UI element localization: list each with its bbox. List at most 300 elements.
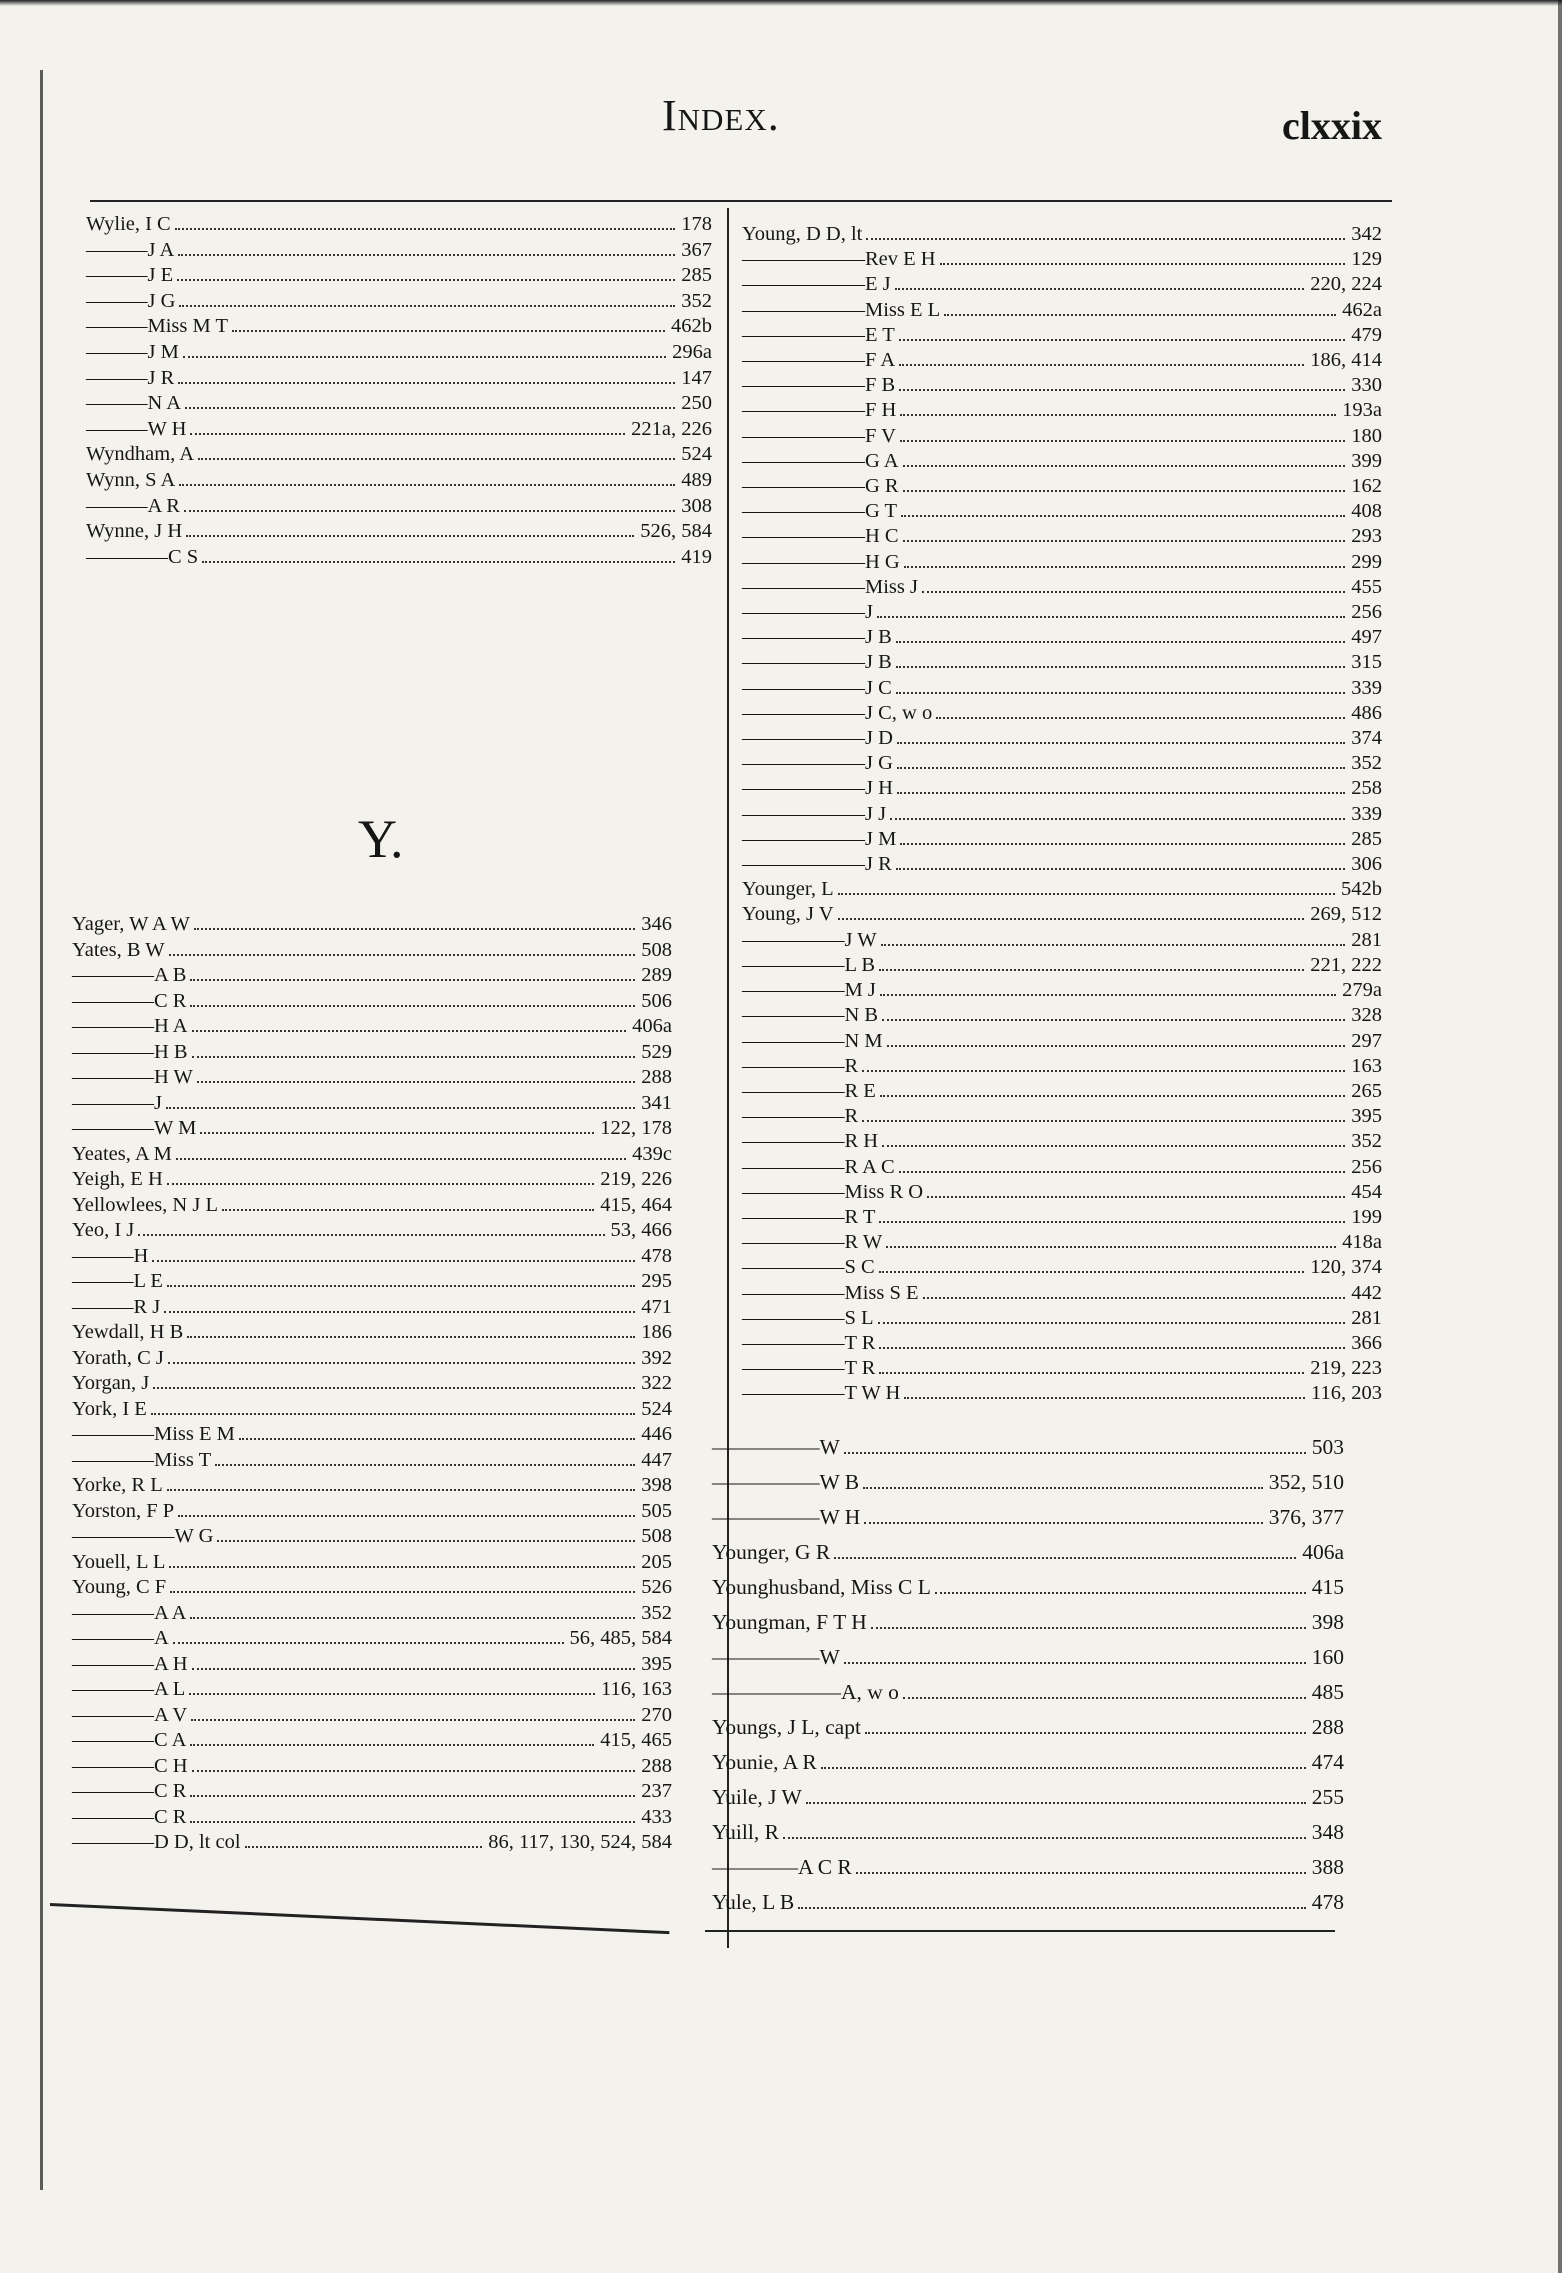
dot-leader xyxy=(871,1627,1306,1629)
entry-pages: 439c xyxy=(632,1142,672,1165)
entry-name: Younger, L xyxy=(742,878,834,901)
entry-name: ——————F A xyxy=(742,349,896,372)
dot-leader xyxy=(245,1846,483,1848)
entry-name: Youngman, F T H xyxy=(712,1610,867,1634)
entry-name: ———A R xyxy=(86,494,180,517)
dot-leader xyxy=(232,330,665,332)
dot-leader xyxy=(895,288,1305,290)
entry-name: —————R xyxy=(742,1054,859,1077)
entry-pages: 237 xyxy=(641,1780,672,1802)
index-entry xyxy=(742,474,1382,499)
index-entry xyxy=(72,1728,672,1754)
entry-name: —————R A C xyxy=(742,1155,895,1178)
entry-pages: 415, 464 xyxy=(600,1193,672,1216)
entry-name: —————W xyxy=(712,1645,840,1669)
entry-name: ——————Rev E H xyxy=(742,248,936,271)
dot-leader xyxy=(169,954,636,956)
header-page-number: clxxix xyxy=(1282,103,1382,148)
dot-leader xyxy=(167,1183,595,1185)
index-entry xyxy=(742,575,1382,600)
entry-pages: 366 xyxy=(1351,1331,1382,1354)
index-entry xyxy=(72,1091,672,1117)
dot-leader xyxy=(176,1158,626,1160)
dot-leader xyxy=(186,535,634,537)
entry-pages: 399 xyxy=(1351,449,1382,472)
dot-leader xyxy=(877,616,1345,618)
entry-name: —————M J xyxy=(742,979,876,1002)
index-entry xyxy=(742,1129,1382,1154)
index-entry xyxy=(86,494,712,520)
dot-leader xyxy=(899,339,1345,341)
dot-leader xyxy=(838,893,1335,895)
dot-leader xyxy=(192,1770,636,1772)
dot-leader xyxy=(190,433,625,435)
entry-pages: 485 xyxy=(1311,1680,1344,1704)
dot-leader xyxy=(191,1719,635,1721)
dot-leader xyxy=(202,561,675,563)
page-edge-right xyxy=(1558,0,1562,2273)
entry-pages: 506 xyxy=(641,989,672,1012)
dot-leader xyxy=(900,414,1336,416)
entry-name: ————H A xyxy=(72,1015,188,1037)
dot-leader xyxy=(178,254,675,256)
dot-leader xyxy=(844,1452,1306,1454)
index-entry xyxy=(712,1465,1344,1500)
index-entry xyxy=(742,1003,1382,1028)
index-list-y-right xyxy=(712,1430,1344,1920)
entry-name: ————W M xyxy=(72,1117,197,1139)
dot-leader xyxy=(190,1744,594,1746)
dot-leader xyxy=(903,540,1346,542)
entry-pages: 341 xyxy=(641,1091,672,1114)
entry-name: —————S C xyxy=(742,1256,875,1279)
dot-leader xyxy=(899,1171,1346,1173)
entry-pages: 346 xyxy=(641,913,672,935)
index-entry xyxy=(72,1065,672,1091)
entry-name: ————A C R xyxy=(712,1855,852,1879)
entry-name: Youngs, J L, capt xyxy=(712,1715,861,1739)
index-entry xyxy=(72,1422,672,1448)
dot-leader xyxy=(192,1030,627,1032)
dot-leader xyxy=(890,818,1345,820)
index-entry xyxy=(742,247,1382,272)
entry-name: —————S L xyxy=(742,1306,874,1329)
entry-pages: 160 xyxy=(1311,1645,1344,1669)
entry-pages: 297 xyxy=(1351,1029,1382,1052)
index-entry xyxy=(742,877,1382,902)
index-entry xyxy=(742,1331,1382,1356)
entry-pages: 53, 466 xyxy=(610,1219,672,1241)
entry-pages: 281 xyxy=(1351,928,1382,951)
index-entry xyxy=(72,1244,672,1270)
entry-pages: 306 xyxy=(1351,853,1382,876)
entry-name: ——————G T xyxy=(742,500,898,523)
index-entry xyxy=(72,1167,672,1193)
index-entry xyxy=(742,222,1382,247)
entry-pages: 219, 226 xyxy=(600,1168,672,1190)
dot-leader xyxy=(192,1668,636,1670)
entry-pages: 199 xyxy=(1351,1205,1382,1228)
entry-pages: 288 xyxy=(641,1754,672,1777)
entry-pages: 415, 465 xyxy=(600,1729,672,1751)
entry-pages: 474 xyxy=(1311,1750,1344,1774)
entry-name: ———J E xyxy=(86,264,174,287)
index-entry xyxy=(742,650,1382,675)
dot-leader xyxy=(178,382,675,384)
index-entry xyxy=(72,1014,672,1040)
dot-leader xyxy=(170,1591,635,1593)
entry-pages: 486 xyxy=(1351,701,1382,724)
dot-leader xyxy=(896,641,1345,643)
entry-pages: 497 xyxy=(1351,626,1382,649)
index-entry xyxy=(72,1371,672,1397)
entry-pages: 447 xyxy=(641,1448,672,1471)
dot-leader xyxy=(882,1145,1345,1147)
entry-pages: 408 xyxy=(1351,500,1382,523)
dot-leader xyxy=(190,1795,635,1797)
dot-leader xyxy=(806,1802,1306,1804)
index-entry xyxy=(86,391,712,417)
dot-leader xyxy=(190,1617,635,1619)
dot-leader xyxy=(856,1872,1306,1874)
entry-pages: 455 xyxy=(1351,575,1382,598)
entry-pages: 285 xyxy=(681,264,712,287)
entry-name: Young, C F xyxy=(72,1576,167,1598)
index-entry xyxy=(86,212,712,238)
entry-pages: 352 xyxy=(1351,1130,1382,1153)
index-list-young xyxy=(742,222,1382,1407)
entry-name: ————A V xyxy=(72,1703,188,1726)
dot-leader xyxy=(900,440,1345,442)
entry-name: ———N A xyxy=(86,392,182,415)
entry-pages: 471 xyxy=(641,1295,672,1318)
entry-name: Wynn, S A xyxy=(86,468,176,491)
dot-leader xyxy=(239,1438,635,1440)
entry-pages: 446 xyxy=(641,1423,672,1445)
entry-name: ————H B xyxy=(72,1040,188,1063)
entry-name: ——————A, w o xyxy=(712,1680,899,1704)
dot-leader xyxy=(887,1045,1346,1047)
dot-leader xyxy=(879,969,1304,971)
dot-leader xyxy=(922,591,1345,593)
entry-pages: 339 xyxy=(1351,676,1382,699)
entry-pages: 454 xyxy=(1351,1180,1382,1203)
dot-leader xyxy=(882,1019,1345,1021)
dot-leader xyxy=(167,1489,636,1491)
index-entry xyxy=(72,1295,672,1321)
entry-pages: 442 xyxy=(1351,1281,1382,1304)
entry-pages: 205 xyxy=(641,1550,672,1573)
dot-leader xyxy=(173,1642,564,1644)
index-entry xyxy=(72,963,672,989)
index-entry xyxy=(742,1281,1382,1306)
dot-leader xyxy=(179,484,675,486)
entry-pages: 478 xyxy=(1311,1890,1344,1914)
entry-name: Yellowlees, N J L xyxy=(72,1193,218,1216)
index-entry xyxy=(72,1397,672,1423)
entry-name: Yuill, R xyxy=(712,1820,779,1844)
index-entry xyxy=(72,938,672,964)
index-entry xyxy=(712,1430,1344,1465)
entry-pages: 299 xyxy=(1351,550,1382,573)
dot-leader xyxy=(187,1336,635,1338)
entry-pages: 508 xyxy=(641,1525,672,1547)
entry-pages: 348 xyxy=(1311,1820,1344,1844)
entry-name: Yates, B W xyxy=(72,938,165,961)
entry-pages: 120, 374 xyxy=(1310,1256,1382,1279)
dot-leader xyxy=(198,458,675,460)
entry-pages: 221, 222 xyxy=(1310,953,1382,976)
dot-leader xyxy=(783,1837,1306,1839)
entry-name: —————Miss R O xyxy=(742,1180,924,1203)
header-rule xyxy=(90,200,1392,202)
entry-pages: 462a xyxy=(1342,298,1382,321)
entry-pages: 122, 178 xyxy=(600,1117,672,1139)
index-entry xyxy=(86,314,712,340)
dot-leader xyxy=(878,1322,1346,1324)
entry-name: —————R H xyxy=(742,1130,879,1153)
index-entry xyxy=(742,1306,1382,1331)
dot-leader xyxy=(863,1487,1263,1489)
entry-name: ———J M xyxy=(86,340,179,363)
index-entry xyxy=(712,1570,1344,1605)
entry-name: ————Miss T xyxy=(72,1448,212,1471)
entry-pages: 376, 377 xyxy=(1268,1505,1344,1529)
index-entry xyxy=(72,1805,672,1831)
entry-name: ——————J C xyxy=(742,676,892,699)
entry-name: ————C S xyxy=(86,545,199,568)
entry-name: ————C R xyxy=(72,989,187,1012)
dot-leader xyxy=(880,994,1336,996)
dot-leader xyxy=(821,1767,1306,1769)
dot-leader xyxy=(190,1821,635,1823)
index-entry xyxy=(72,989,672,1015)
index-entry xyxy=(742,1255,1382,1280)
dot-leader xyxy=(864,1522,1262,1524)
page-edge-left xyxy=(40,70,43,2190)
entry-pages: 529 xyxy=(641,1040,672,1063)
entry-name: Young, J V xyxy=(742,903,834,926)
dot-leader xyxy=(862,1070,1345,1072)
entry-name: —————L B xyxy=(742,953,876,976)
dot-leader xyxy=(896,692,1345,694)
index-entry xyxy=(72,1754,672,1780)
dot-leader xyxy=(865,1732,1306,1734)
index-entry xyxy=(72,912,672,938)
dot-leader xyxy=(904,1397,1305,1399)
entry-pages: 186 xyxy=(641,1321,672,1343)
entry-name: —————R xyxy=(742,1105,859,1128)
index-entry xyxy=(86,340,712,366)
index-entry xyxy=(742,323,1382,348)
entry-pages: 505 xyxy=(641,1499,672,1522)
entry-name: ——————F V xyxy=(742,424,896,447)
entry-name: ———J G xyxy=(86,289,176,312)
entry-pages: 433 xyxy=(641,1805,672,1828)
index-entry xyxy=(72,1703,672,1729)
entry-name: ——————H C xyxy=(742,525,899,548)
entry-name: ————A H xyxy=(72,1652,188,1675)
entry-pages: 256 xyxy=(1351,601,1382,624)
entry-name: —————T W H xyxy=(742,1382,901,1405)
entry-pages: 524 xyxy=(641,1397,672,1420)
index-entry xyxy=(72,1550,672,1576)
entry-name: ——————J J xyxy=(742,802,887,825)
index-entry xyxy=(742,1029,1382,1054)
entry-pages: 56, 485, 584 xyxy=(569,1627,672,1649)
entry-pages: 524 xyxy=(681,443,712,466)
entry-pages: 328 xyxy=(1351,1004,1382,1027)
entry-pages: 526, 584 xyxy=(640,520,712,543)
entry-name: ——————J C, w o xyxy=(742,701,933,724)
index-entry xyxy=(712,1605,1344,1640)
dot-leader xyxy=(222,1209,594,1211)
entry-name: —————R E xyxy=(742,1079,876,1102)
entry-name: —————W H xyxy=(712,1505,861,1529)
dot-leader xyxy=(164,1311,635,1313)
entry-name: —————J W xyxy=(742,928,877,951)
dot-leader xyxy=(844,1662,1306,1664)
dot-leader xyxy=(903,490,1346,492)
index-entry xyxy=(712,1710,1344,1745)
entry-name: ——————E T xyxy=(742,323,895,346)
entry-pages: 193a xyxy=(1342,399,1382,422)
index-entry xyxy=(712,1850,1344,1885)
entry-name: Wyndham, A xyxy=(86,443,195,466)
entry-name: ———J A xyxy=(86,238,175,261)
entry-pages: 308 xyxy=(681,494,712,517)
entry-name: ——————J R xyxy=(742,853,892,876)
dot-leader xyxy=(166,1107,635,1109)
entry-pages: 398 xyxy=(1311,1610,1344,1634)
entry-name: —————N M xyxy=(742,1029,883,1052)
entry-pages: 288 xyxy=(1311,1715,1344,1739)
dot-leader xyxy=(940,263,1346,265)
index-entry xyxy=(86,468,712,494)
index-entry xyxy=(742,776,1382,801)
entry-name: Wylie, I C xyxy=(86,213,171,235)
entry-name: ————C H xyxy=(72,1754,188,1777)
index-entry xyxy=(86,442,712,468)
index-entry xyxy=(742,272,1382,297)
entry-pages: 219, 223 xyxy=(1310,1357,1382,1380)
dot-leader xyxy=(200,1132,594,1134)
entry-name: Yorgan, J xyxy=(72,1372,150,1394)
entry-pages: 479 xyxy=(1351,323,1382,346)
entry-pages: 162 xyxy=(1351,475,1382,498)
entry-name: ——————E J xyxy=(742,273,891,296)
entry-name: ————C A xyxy=(72,1729,187,1751)
entry-pages: 295 xyxy=(641,1270,672,1292)
entry-name: Yuile, J W xyxy=(712,1785,802,1809)
dot-leader xyxy=(169,1566,635,1568)
entry-name: ——————H G xyxy=(742,550,900,573)
entry-pages: 392 xyxy=(641,1346,672,1369)
index-entry xyxy=(742,751,1382,776)
entry-name: ————Miss E M xyxy=(72,1423,235,1445)
entry-pages: 281 xyxy=(1351,1306,1382,1329)
entry-pages: 116, 203 xyxy=(1311,1382,1382,1405)
index-entry xyxy=(742,1054,1382,1079)
entry-pages: 419 xyxy=(681,545,712,568)
dot-leader xyxy=(896,666,1345,668)
index-entry xyxy=(742,978,1382,1003)
dot-leader xyxy=(185,407,675,409)
entry-name: —————W B xyxy=(712,1470,860,1494)
dot-leader xyxy=(152,1260,635,1262)
entry-name: ——————Miss J xyxy=(742,575,918,598)
entry-pages: 352 xyxy=(681,289,712,312)
bottom-rule-left xyxy=(50,1903,669,1934)
index-entry xyxy=(86,519,712,545)
index-entry xyxy=(742,1381,1382,1406)
dot-leader xyxy=(177,279,675,281)
entry-name: Younger, G R xyxy=(712,1540,831,1564)
entry-name: ———Miss M T xyxy=(86,315,229,338)
entry-name: —————R W xyxy=(742,1231,883,1254)
entry-pages: 289 xyxy=(641,964,672,986)
entry-name: Yeo, I J xyxy=(72,1219,135,1241)
entry-pages: 293 xyxy=(1351,525,1382,548)
dot-leader xyxy=(190,1005,635,1007)
index-entry xyxy=(86,238,712,264)
index-entry xyxy=(72,1320,672,1346)
entry-name: Yeates, A M xyxy=(72,1142,172,1165)
entry-name: —————T R xyxy=(742,1357,876,1380)
dot-leader xyxy=(944,314,1336,316)
index-entry xyxy=(742,726,1382,751)
entry-name: ————H W xyxy=(72,1066,193,1088)
dot-leader xyxy=(923,1297,1346,1299)
entry-name: ——————F H xyxy=(742,399,897,422)
entry-pages: 406a xyxy=(1302,1540,1344,1564)
entry-name: ————A A xyxy=(72,1601,187,1624)
entry-name: ——————G R xyxy=(742,475,899,498)
dot-leader xyxy=(194,928,635,930)
entry-pages: 178 xyxy=(681,213,712,235)
entry-pages: 258 xyxy=(1351,777,1382,800)
index-entry xyxy=(86,366,712,392)
entry-pages: 255 xyxy=(1311,1785,1344,1809)
index-entry xyxy=(742,1230,1382,1255)
index-entry xyxy=(742,1155,1382,1180)
index-entry xyxy=(72,1193,672,1219)
entry-name: Wynne, J H xyxy=(86,520,183,543)
index-entry xyxy=(712,1815,1344,1850)
index-entry xyxy=(742,1180,1382,1205)
entry-name: ———W H xyxy=(86,417,187,440)
entry-pages: 388 xyxy=(1311,1855,1344,1879)
entry-name: Yorke, R L xyxy=(72,1474,163,1496)
index-entry xyxy=(72,1142,672,1168)
index-entry xyxy=(72,1601,672,1627)
index-entry xyxy=(72,1269,672,1295)
dot-leader xyxy=(899,389,1345,391)
entry-pages: 374 xyxy=(1351,727,1382,750)
dot-leader xyxy=(153,1387,635,1389)
index-entry xyxy=(72,1524,672,1550)
entry-name: —————Miss S E xyxy=(742,1281,919,1304)
dot-leader xyxy=(167,1285,635,1287)
entry-pages: 288 xyxy=(641,1066,672,1088)
dot-leader xyxy=(215,1464,635,1466)
entry-pages: 315 xyxy=(1351,651,1382,674)
dot-leader xyxy=(899,364,1304,366)
index-entry xyxy=(712,1640,1344,1675)
dot-leader xyxy=(838,918,1305,920)
dot-leader xyxy=(184,510,675,512)
index-list-w xyxy=(86,212,712,570)
